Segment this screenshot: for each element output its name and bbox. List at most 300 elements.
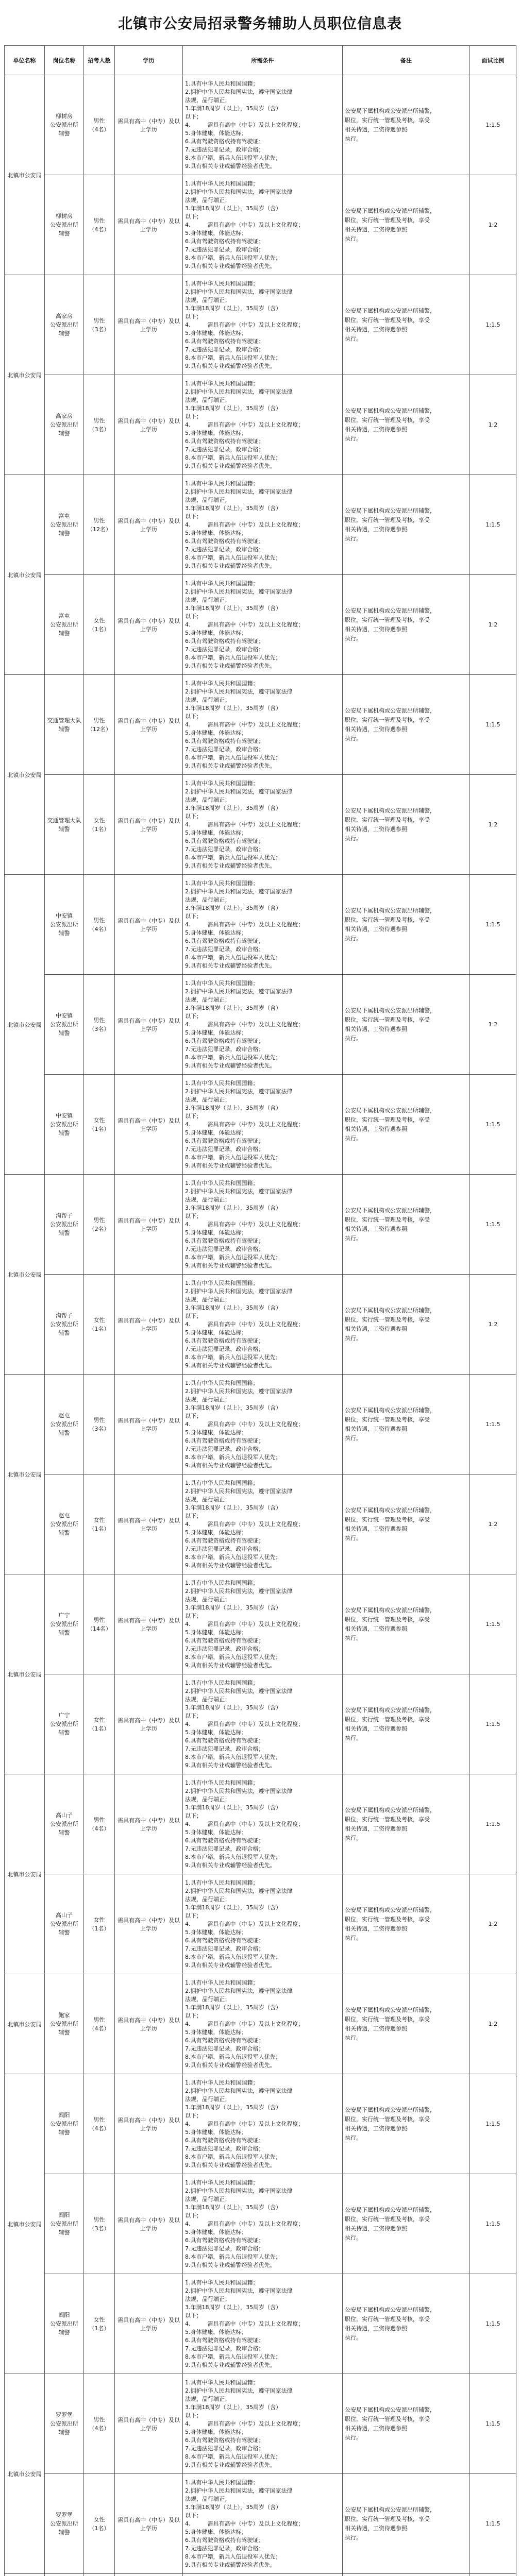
conditions-cell bbox=[183, 175, 343, 275]
condition-line: 以下； bbox=[185, 1912, 202, 1919]
condition-line: 6.具有驾驶资格或持有驾驶证； bbox=[185, 2236, 264, 2244]
remark-line: 公安局下属机构或公安派出所辅警， bbox=[345, 1706, 435, 1714]
remark-line: 执行。 bbox=[345, 2434, 362, 2441]
count-cell bbox=[84, 275, 115, 375]
condition-line: 9.具有相关专业或辅警经验者优先。 bbox=[185, 662, 276, 669]
post-line: 公安派出所 bbox=[50, 1121, 78, 1128]
condition-line: 以下； bbox=[185, 1412, 202, 1419]
condition-line: 5.身体健康，体能达标； bbox=[185, 1828, 247, 1836]
remark-cell bbox=[343, 875, 470, 975]
condition-line: 3.年满18周岁（以上），35周岁（含） bbox=[185, 1504, 281, 1511]
condition-line: 法规，品行端正； bbox=[185, 1696, 230, 1703]
condition-line: 6.具有驾驶资格或持有驾驶证； bbox=[185, 1337, 264, 1344]
count-cell bbox=[84, 1874, 115, 1974]
count-line: （3名） bbox=[89, 426, 110, 433]
condition-line: 以下； bbox=[185, 1312, 202, 1319]
condition-line: 以下； bbox=[185, 313, 202, 320]
count-line: （3名） bbox=[89, 1425, 110, 1432]
ratio-cell: 1:2 bbox=[470, 775, 516, 875]
count-line: 男性 bbox=[93, 1816, 105, 1823]
condition-line: 8.本市户籍，新兵入伍退役军人优先； bbox=[185, 254, 281, 261]
condition-line: 4. 需具有高中（中专）及以上文化程度； bbox=[185, 1021, 304, 1028]
condition-line: 9.具有相关专业或辅警经验者优先。 bbox=[185, 1062, 276, 1069]
unit-cell: 北镇市公安局 bbox=[5, 875, 45, 1175]
remark-cell bbox=[343, 1574, 470, 1674]
count-line: （4名） bbox=[89, 2425, 110, 2432]
condition-line: 5.身体健康，体能达标； bbox=[185, 629, 247, 636]
remark-line: 执行。 bbox=[345, 2134, 362, 2141]
remark-line: 相关待遇，工资待遇参照 bbox=[345, 2025, 407, 2032]
remark-line: 公安局下属机构或公安派出所辅警， bbox=[345, 2006, 435, 2013]
education-cell: 需具有高中（中专）及以上学历 bbox=[115, 75, 183, 175]
remark-line: 公安局下属机构或公安派出所辅警， bbox=[345, 2406, 435, 2413]
count-line: 男性 bbox=[93, 717, 105, 724]
condition-line: 6.具有驾驶资格或持有驾驶证； bbox=[185, 1237, 264, 1244]
condition-line: 3.年满18周岁（以上），35周岁（含） bbox=[185, 105, 281, 112]
condition-line: 9.具有相关专业或辅警经验者优先。 bbox=[185, 1961, 276, 1969]
count-line: （12名） bbox=[87, 725, 111, 733]
remark-line: 相关待遇，工资待遇参照 bbox=[345, 1925, 407, 1932]
condition-line: 法规，品行端正； bbox=[185, 1296, 230, 1303]
post-cell bbox=[45, 375, 84, 475]
condition-line: 5.身体健康，体能达标； bbox=[185, 1429, 247, 1436]
remark-cell bbox=[343, 575, 470, 675]
condition-line: 2.拥护中华人民共和国宪法，遵守国家法律 bbox=[185, 288, 293, 295]
remark-line: 公安局下属机构或公安派出所辅警， bbox=[345, 1606, 435, 1614]
condition-line: 法规，品行端正； bbox=[185, 696, 230, 703]
post-line: 公安派出所 bbox=[50, 1021, 78, 1028]
condition-line: 1.具有中华人民共和国国籍； bbox=[185, 2179, 259, 2186]
table-header-row bbox=[5, 46, 516, 75]
remark-line: 相关待遇，工资待遇参照 bbox=[345, 1325, 407, 1332]
condition-line: 4. 需具有高中（中专）及以上文化程度； bbox=[185, 2020, 304, 2027]
count-line: 女性 bbox=[93, 1316, 105, 1324]
remark-line: 职位，实行统一管理及考核，享受 bbox=[345, 2515, 430, 2522]
count-line: 女性 bbox=[93, 617, 105, 624]
remark-line: 相关待遇，工资待遇参照 bbox=[345, 2225, 407, 2232]
remark-line: 公安局下属机构或公安派出所辅警， bbox=[345, 107, 435, 114]
post-line: 中安镇 bbox=[56, 912, 73, 919]
education-cell: 需具有高中（中专）及以上学历 bbox=[115, 975, 183, 1075]
condition-line: 3.年满18周岁（以上），35周岁（含） bbox=[185, 504, 281, 512]
condition-line: 4. 需具有高中（中专）及以上文化程度； bbox=[185, 2320, 304, 2327]
table-row bbox=[5, 375, 516, 475]
condition-line: 9.具有相关专业或辅警经验者优先。 bbox=[185, 2061, 276, 2069]
condition-line: 6.具有驾驶资格或持有驾驶证； bbox=[185, 2336, 264, 2344]
remark-line: 相关待遇，工资待遇参照 bbox=[345, 2524, 407, 2532]
condition-line: 8.本市户籍，新兵入伍退役军人优先； bbox=[185, 1054, 281, 1061]
header-education: 学历 bbox=[115, 46, 183, 75]
remark-line: 执行。 bbox=[345, 1134, 362, 1142]
condition-line: 4. 需具有高中（中专）及以上文化程度； bbox=[185, 721, 304, 728]
count-cell bbox=[84, 1075, 115, 1175]
remark-cell bbox=[343, 1375, 470, 1475]
condition-line: 5.身体健康，体能达标； bbox=[185, 229, 247, 236]
condition-line: 法规，品行端正； bbox=[185, 896, 230, 903]
table-row bbox=[5, 275, 516, 375]
condition-line: 2.拥护中华人民共和国宪法，遵守国家法律 bbox=[185, 2387, 293, 2394]
condition-line: 4. 需具有高中（中专）及以上文化程度； bbox=[185, 1720, 304, 1727]
conditions-cell bbox=[183, 1774, 343, 1874]
remark-line: 公安局下属机构或公安派出所辅警， bbox=[345, 307, 435, 314]
condition-line: 6.具有驾驶资格或持有驾驶证； bbox=[185, 2536, 264, 2544]
table-row bbox=[5, 975, 516, 1075]
remark-cell bbox=[343, 2274, 470, 2374]
ratio-cell: 1:1.5 bbox=[470, 1175, 516, 1275]
count-cell bbox=[84, 1175, 115, 1275]
condition-line: 2.拥护中华人民共和国宪法，遵守国家法律 bbox=[185, 2487, 293, 2494]
post-line: 鲍家 bbox=[58, 2012, 70, 2019]
condition-line: 7.无违法犯罪记录，政审合格； bbox=[185, 845, 264, 853]
count-line: （4名） bbox=[89, 2125, 110, 2132]
post-line: 沟帮子 bbox=[56, 1312, 73, 1319]
condition-line: 9.具有相关专业或辅警经验者优先。 bbox=[185, 862, 276, 869]
condition-line: 4. 需具有高中（中专）及以上文化程度； bbox=[185, 1620, 304, 1628]
condition-line: 法规，品行端正； bbox=[185, 296, 230, 303]
remark-line: 相关待遇，工资待遇参照 bbox=[345, 1425, 407, 1432]
condition-line: 7.无违法犯罪记录，政审合格； bbox=[185, 446, 264, 453]
header-count: 招考人数 bbox=[84, 46, 115, 75]
post-cell bbox=[45, 2574, 84, 2576]
remark-cell bbox=[343, 675, 470, 775]
condition-line: 法规，品行端正； bbox=[185, 1396, 230, 1403]
post-line: 辅警 bbox=[58, 1030, 70, 1037]
post-line: 辅警 bbox=[58, 2429, 70, 2436]
condition-line: 法规，品行端正； bbox=[185, 1196, 230, 1203]
conditions-cell bbox=[183, 1375, 343, 1475]
unit-cell: 北镇市公安局 bbox=[5, 1175, 45, 1375]
condition-line: 1.具有中华人民共和国国籍； bbox=[185, 979, 259, 987]
conditions-cell bbox=[183, 2174, 343, 2274]
count-line: 女性 bbox=[93, 2516, 105, 2523]
condition-line: 3.年满18周岁（以上），35周岁（含） bbox=[185, 404, 281, 412]
unit-cell: 北镇市公安局 bbox=[5, 2074, 45, 2374]
remark-cell bbox=[343, 2374, 470, 2474]
remark-line: 公安局下属机构或公安派出所辅警， bbox=[345, 607, 435, 614]
table-row bbox=[5, 1574, 516, 1674]
table-row bbox=[5, 2374, 516, 2474]
post-line: 公安派出所 bbox=[50, 1521, 78, 1528]
education-cell: 需具有高中（中专）及以上学历 bbox=[115, 475, 183, 575]
table-row bbox=[5, 1275, 516, 1375]
ratio-cell: 1:1.5 bbox=[470, 875, 516, 975]
condition-line: 9.具有相关专业或辅警经验者优先。 bbox=[185, 1262, 276, 1269]
condition-line: 3.年满18周岁（以上），35周岁（含） bbox=[185, 2403, 281, 2411]
condition-line: 9.具有相关专业或辅警经验者优先。 bbox=[185, 2161, 276, 2168]
count-line: 男性 bbox=[93, 917, 105, 924]
condition-line: 1.具有中华人民共和国国籍； bbox=[185, 2479, 259, 2486]
post-line: 高山子 bbox=[56, 1812, 73, 1819]
education-cell: 需具有高中（中专）及以上学历 bbox=[115, 1275, 183, 1375]
condition-line: 法规，品行端正； bbox=[185, 1596, 230, 1603]
condition-line: 法规，品行端正； bbox=[185, 1895, 230, 1903]
condition-line: 3.年满18周岁（以上），35周岁（含） bbox=[185, 1104, 281, 1111]
condition-line: 3.年满18周岁（以上），35周岁（含） bbox=[185, 205, 281, 212]
condition-line: 1.具有中华人民共和国国籍； bbox=[185, 879, 259, 887]
remark-line: 公安局下属机构或公安派出所辅警， bbox=[345, 2506, 435, 2513]
count-line: （1名） bbox=[89, 1325, 110, 1332]
condition-line: 3.年满18周岁（以上），35周岁（含） bbox=[185, 2004, 281, 2011]
condition-line: 法规，品行端正； bbox=[185, 996, 230, 1003]
unit-cell: 北镇市公安局 bbox=[5, 275, 45, 475]
condition-line: 4. 需具有高中（中专）及以上文化程度； bbox=[185, 921, 304, 928]
unit-cell: 北镇市公安局 bbox=[5, 75, 45, 275]
condition-line: 以下； bbox=[185, 2512, 202, 2519]
condition-line: 9.具有相关专业或辅警经验者优先。 bbox=[185, 362, 276, 369]
table-row bbox=[5, 775, 516, 875]
remark-line: 执行。 bbox=[345, 1434, 362, 1442]
condition-line: 法规，品行端正； bbox=[185, 596, 230, 603]
post-line: 广宁 bbox=[58, 1712, 70, 1719]
count-cell bbox=[84, 475, 115, 575]
condition-line: 7.无违法犯罪记录，政审合格； bbox=[185, 1345, 264, 1352]
conditions-cell bbox=[183, 1075, 343, 1175]
remark-line: 职位，实行统一管理及考核，享受 bbox=[345, 716, 430, 723]
condition-line: 5.身体健康，体能达标； bbox=[185, 2028, 247, 2036]
ratio-cell: 1:1.5 bbox=[470, 75, 516, 175]
condition-line: 4. 需具有高中（中专）及以上文化程度； bbox=[185, 1221, 304, 1228]
condition-line: 4. 需具有高中（中专）及以上文化程度； bbox=[185, 1520, 304, 1528]
table-row bbox=[5, 1774, 516, 1874]
conditions-cell bbox=[183, 775, 343, 875]
count-line: 男性 bbox=[93, 317, 105, 324]
condition-line: 3.年满18周岁（以上），35周岁（含） bbox=[185, 804, 281, 811]
post-cell bbox=[45, 1774, 84, 1874]
condition-line: 8.本市户籍，新兵入伍退役军人优先； bbox=[185, 1753, 281, 1760]
ratio-cell: 1:1.5 bbox=[470, 1674, 516, 1774]
condition-line: 2.拥护中华人民共和国宪法，遵守国家法律 bbox=[185, 188, 293, 195]
post-line: 公安派出所 bbox=[50, 1221, 78, 1228]
post-line: 辅警 bbox=[58, 1530, 70, 1536]
education-cell: 需具有高中（中专）及以上学历 bbox=[115, 2374, 183, 2474]
remark-line: 公安局下属机构或公安派出所辅警， bbox=[345, 1506, 435, 1514]
remark-line: 执行。 bbox=[345, 1934, 362, 1941]
remark-line: 相关待遇，工资待遇参照 bbox=[345, 625, 407, 633]
condition-line: 1.具有中华人民共和国国籍； bbox=[185, 1779, 259, 1786]
remark-line: 职位，实行统一管理及考核，享受 bbox=[345, 1916, 430, 1923]
remark-line: 职位，实行统一管理及考核，享受 bbox=[345, 1216, 430, 1223]
count-line: （1名） bbox=[89, 625, 110, 633]
condition-line: 法规，品行端正； bbox=[185, 2395, 230, 2402]
condition-line: 4. 需具有高中（中专）及以上文化程度； bbox=[185, 1420, 304, 1428]
condition-line: 3.年满18周岁（以上），35周岁（含） bbox=[185, 304, 281, 312]
remark-line: 职位，实行统一管理及考核，享受 bbox=[345, 916, 430, 923]
condition-line: 3.年满18周岁（以上），35周岁（含） bbox=[185, 1604, 281, 1611]
remark-line: 执行。 bbox=[345, 2034, 362, 2041]
condition-line: 6.具有驾驶资格或持有驾驶证； bbox=[185, 138, 264, 145]
remark-line: 执行。 bbox=[345, 1534, 362, 1541]
remark-line: 公安局下属机构或公安派出所辅警， bbox=[345, 907, 435, 914]
count-line: （1名） bbox=[89, 1125, 110, 1132]
conditions-cell bbox=[183, 75, 343, 175]
condition-line: 4. 需具有高中（中专）及以上文化程度； bbox=[185, 821, 304, 828]
condition-line: 9.具有相关专业或辅警经验者优先。 bbox=[185, 1462, 276, 1469]
condition-line: 以下； bbox=[185, 513, 202, 520]
remark-line: 执行。 bbox=[345, 835, 362, 842]
post-line: 公安派出所 bbox=[50, 2320, 78, 2327]
condition-line: 4. 需具有高中（中专）及以上文化程度； bbox=[185, 2120, 304, 2127]
table-body bbox=[5, 75, 516, 2576]
table-row bbox=[5, 1375, 516, 1475]
conditions-cell bbox=[183, 275, 343, 375]
remark-line: 相关待遇，工资待遇参照 bbox=[345, 1125, 407, 1132]
education-cell: 需具有高中（中专）及以上学历 bbox=[115, 375, 183, 475]
post-cell bbox=[45, 975, 84, 1075]
post-line: 公安派出所 bbox=[50, 1721, 78, 1727]
post-line: 公安派出所 bbox=[50, 1821, 78, 1827]
education-cell: 需具有高中（中专）及以上学历 bbox=[115, 1974, 183, 2074]
condition-line: 2.拥护中华人民共和国宪法，遵守国家法律 bbox=[185, 1287, 293, 1295]
condition-line: 1.具有中华人民共和国国籍； bbox=[185, 779, 259, 787]
condition-line: 以下； bbox=[185, 113, 202, 120]
condition-line: 7.无违法犯罪记录，政审合格； bbox=[185, 1645, 264, 1652]
ratio-cell: 1:1.5 bbox=[470, 2274, 516, 2374]
count-line: （1名） bbox=[89, 1725, 110, 1732]
condition-line: 2.拥护中华人民共和国宪法，遵守国家法律 bbox=[185, 488, 293, 495]
remark-line: 执行。 bbox=[345, 235, 362, 242]
post-line: 辅警 bbox=[58, 2129, 70, 2136]
remark-line: 公安局下属机构或公安派出所辅警， bbox=[345, 507, 435, 514]
condition-line: 2.拥护中华人民共和国宪法，遵守国家法律 bbox=[185, 588, 293, 595]
remark-cell bbox=[343, 175, 470, 275]
remark-line: 相关待遇，工资待遇参照 bbox=[345, 1825, 407, 1832]
remark-line: 职位，实行统一管理及考核，享受 bbox=[345, 1316, 430, 1323]
table-row bbox=[5, 575, 516, 675]
remark-cell bbox=[343, 1974, 470, 2074]
condition-line: 3.年满18周岁（以上），35周岁（含） bbox=[185, 2503, 281, 2511]
condition-line: 2.拥护中华人民共和国宪法，遵守国家法律 bbox=[185, 2187, 293, 2194]
post-line: 富屯 bbox=[58, 513, 70, 519]
conditions-cell bbox=[183, 1674, 343, 1774]
post-line: 辅警 bbox=[58, 2529, 70, 2536]
table-row bbox=[5, 175, 516, 275]
count-line: （2名） bbox=[89, 1225, 110, 1232]
condition-line: 5.身体健康，体能达标； bbox=[185, 529, 247, 536]
condition-line: 8.本市户籍，新兵入伍退役军人优先； bbox=[185, 154, 281, 161]
remark-line: 相关待遇，工资待遇参照 bbox=[345, 126, 407, 133]
ratio-cell: 1:2 bbox=[470, 1275, 516, 1375]
post-cell bbox=[45, 2474, 84, 2574]
remark-line: 相关待遇，工资待遇参照 bbox=[345, 2325, 407, 2332]
unit-cell: 北镇市公安局 bbox=[5, 1574, 45, 1774]
remark-line: 相关待遇，工资待遇参照 bbox=[345, 1525, 407, 1532]
count-cell bbox=[84, 675, 115, 775]
table-row bbox=[5, 2574, 516, 2576]
ratio-cell: 1:1.5 bbox=[470, 675, 516, 775]
condition-line: 8.本市户籍，新兵入伍退役军人优先； bbox=[185, 354, 281, 361]
table-row bbox=[5, 875, 516, 975]
condition-line: 6.具有驾驶资格或持有驾驶证； bbox=[185, 637, 264, 645]
condition-line: 法规，品行端正； bbox=[185, 2495, 230, 2502]
condition-line: 4. 需具有高中（中专）及以上文化程度； bbox=[185, 521, 304, 528]
condition-line: 7.无违法犯罪记录，政审合格； bbox=[185, 945, 264, 953]
condition-line: 法规，品行端正； bbox=[185, 2295, 230, 2302]
remark-line: 公安局下属机构或公安派出所辅警， bbox=[345, 2306, 435, 2313]
condition-line: 8.本市户籍，新兵入伍退役军人优先； bbox=[185, 954, 281, 961]
remark-line: 相关待遇，工资待遇参照 bbox=[345, 1025, 407, 1032]
unit-cell: 北镇市公安局 bbox=[5, 1974, 45, 2074]
condition-line: 8.本市户籍，新兵入伍退役军人优先； bbox=[185, 454, 281, 461]
condition-line: 7.无违法犯罪记录，政审合格； bbox=[185, 2045, 264, 2052]
condition-line: 法规，品行端正； bbox=[185, 1995, 230, 2003]
education-cell: 需具有高中（中专）及以上学历 bbox=[115, 1175, 183, 1275]
post-cell bbox=[45, 1275, 84, 1375]
condition-line: 5.身体健康，体能达标； bbox=[185, 929, 247, 936]
condition-line: 2.拥护中华人民共和国宪法，遵守国家法律 bbox=[185, 388, 293, 395]
remark-cell bbox=[343, 1175, 470, 1275]
count-line: （3名） bbox=[89, 2225, 110, 2232]
condition-line: 6.具有驾驶资格或持有驾驶证； bbox=[185, 1637, 264, 1644]
ratio-cell: 1:2 bbox=[470, 1974, 516, 2074]
post-line: 辅警 bbox=[58, 1730, 70, 1736]
count-line: （4名） bbox=[89, 226, 110, 233]
post-line: 公安派出所 bbox=[50, 1321, 78, 1328]
post-line: 闾阳 bbox=[58, 2212, 70, 2218]
education-cell: 需具有高中（中专）及以上学历 bbox=[115, 1774, 183, 1874]
conditions-cell bbox=[183, 2274, 343, 2374]
condition-line: 5.身体健康，体能达标； bbox=[185, 1728, 247, 1736]
condition-line: 5.身体健康，体能达标； bbox=[185, 2128, 247, 2136]
count-line: 女性 bbox=[93, 817, 105, 824]
condition-line: 3.年满18周岁（以上），35周岁（含） bbox=[185, 704, 281, 711]
remark-line: 执行。 bbox=[345, 135, 362, 142]
condition-line: 8.本市户籍，新兵入伍退役军人优先； bbox=[185, 2553, 281, 2560]
condition-line: 7.无违法犯罪记录，政审合格； bbox=[185, 1545, 264, 1552]
condition-line: 2.拥护中华人民共和国宪法，遵守国家法律 bbox=[185, 988, 293, 995]
condition-line: 6.具有驾驶资格或持有驾驶证； bbox=[185, 1037, 264, 1044]
condition-line: 7.无违法犯罪记录，政审合格； bbox=[185, 1745, 264, 1752]
count-line: （4名） bbox=[89, 2025, 110, 2032]
remark-cell bbox=[343, 1774, 470, 1874]
remark-line: 执行。 bbox=[345, 535, 362, 542]
post-cell bbox=[45, 675, 84, 775]
condition-line: 1.具有中华人民共和国国籍； bbox=[185, 1479, 259, 1486]
remark-line: 职位，实行统一管理及考核，享受 bbox=[345, 1616, 430, 1623]
conditions-cell bbox=[183, 1475, 343, 1574]
remark-line: 执行。 bbox=[345, 2234, 362, 2241]
table-row bbox=[5, 75, 516, 175]
count-cell bbox=[84, 1674, 115, 1774]
count-line: 男性 bbox=[93, 1616, 105, 1623]
condition-line: 3.年满18周岁（以上），35周岁（含） bbox=[185, 1804, 281, 1811]
table-row bbox=[5, 1475, 516, 1574]
post-cell bbox=[45, 475, 84, 575]
condition-line: 2.拥护中华人民共和国宪法，遵守国家法律 bbox=[185, 1487, 293, 1495]
remark-line: 执行。 bbox=[345, 1035, 362, 1042]
condition-line: 5.身体健康，体能达标； bbox=[185, 1329, 247, 1336]
count-line: 男性 bbox=[93, 2116, 105, 2123]
condition-line: 6.具有驾驶资格或持有驾驶证； bbox=[185, 1537, 264, 1544]
condition-line: 6.具有驾驶资格或持有驾驶证； bbox=[185, 1137, 264, 1144]
unit-cell: 北镇市公安局 bbox=[5, 1375, 45, 1574]
post-cell bbox=[45, 2074, 84, 2174]
condition-line: 5.身体健康，体能达标； bbox=[185, 2528, 247, 2535]
conditions-cell bbox=[183, 1175, 343, 1275]
remark-line: 职位，实行统一管理及考核，享受 bbox=[345, 1816, 430, 1823]
condition-line: 8.本市户籍，新兵入伍退役军人优先； bbox=[185, 1353, 281, 1361]
condition-line: 7.无违法犯罪记录，政审合格； bbox=[185, 2545, 264, 2552]
conditions-cell bbox=[183, 1275, 343, 1375]
condition-line: 7.无违法犯罪记录，政审合格； bbox=[185, 246, 264, 253]
remark-line: 公安局下属机构或公安派出所辅警， bbox=[345, 1107, 435, 1114]
condition-line: 9.具有相关专业或辅警经验者优先。 bbox=[185, 1362, 276, 1369]
post-line: 公安派出所 bbox=[50, 521, 78, 528]
condition-line: 9.具有相关专业或辅警经验者优先。 bbox=[185, 2361, 276, 2368]
condition-line: 3.年满18周岁（以上），35周岁（含） bbox=[185, 1404, 281, 1411]
count-cell bbox=[84, 1574, 115, 1674]
condition-line: 9.具有相关专业或辅警经验者优先。 bbox=[185, 1562, 276, 1569]
condition-line: 法规，品行端正； bbox=[185, 96, 230, 104]
